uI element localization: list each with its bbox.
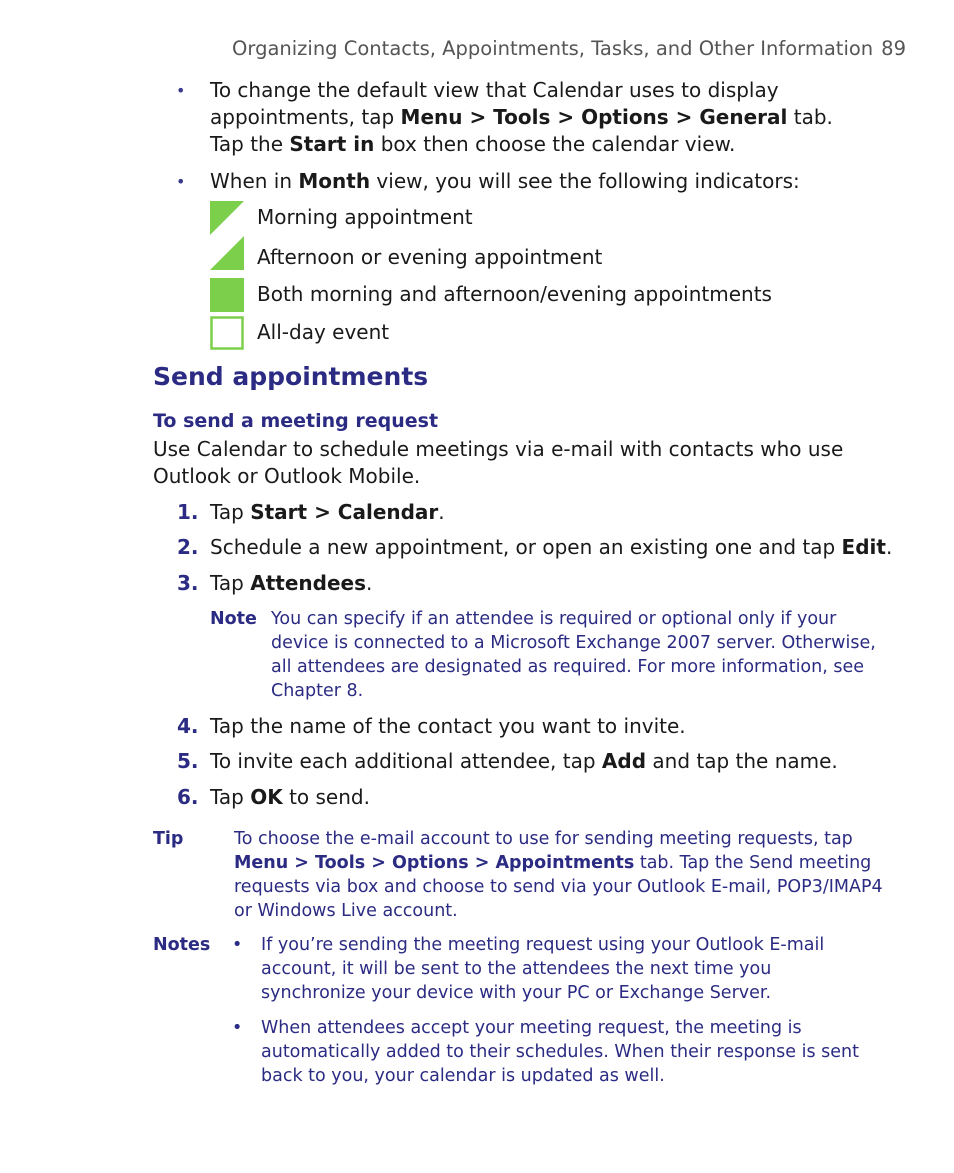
step-text: Schedule a new appointment, or open an existing one and tap Edit.	[210, 535, 893, 559]
step-text: Tap Attendees.	[210, 571, 373, 595]
running-header	[232, 37, 906, 60]
section-title: Send appointments	[153, 362, 429, 391]
procedure-title: To send a meeting request	[153, 410, 439, 432]
page-number: 89	[881, 37, 906, 60]
bullet-dot: •	[232, 935, 243, 955]
tip-label: Tip	[153, 829, 184, 849]
note-text: You can specify if an attendee is required or optional only if your device is connected to a Microsoft Exchange 2007 server. Otherwise, all attendees are designated as required. For more information, see Chapter 8.	[271, 609, 876, 701]
bullet-text: To change the default view that Calendar uses to display appointments, tap Menu > Tools > Options > General tab. Tap the Start in box then choose the calendar view.	[210, 78, 833, 156]
tip-text: To choose the e-mail account to use for sending meeting requests, tap Menu > Tools > Options > Appointments tab. Tap the Send meeting requests via box and choose to send via your Outlook E-mail, POP3/IMAP4 or Windows Live account.	[234, 829, 883, 921]
bullet-dot: •	[232, 1018, 243, 1038]
step-number: 5.	[177, 749, 199, 773]
notes-item-text: When attendees accept your meeting request, the meeting is automatically added to their schedules. When their response is sent back to you, your calendar is updated as well.	[261, 1018, 859, 1086]
step-text: Tap the name of the contact you want to invite.	[210, 714, 686, 738]
step-text: Tap Start > Calendar.	[210, 500, 445, 524]
section-intro: Use Calendar to schedule meetings via e-mail with contacts who use Outlook or Outlook Mobile.	[153, 437, 844, 488]
bullet-dot: •	[176, 172, 186, 191]
afternoon-indicator-icon	[210, 236, 244, 270]
step-number: 6.	[177, 785, 199, 809]
morning-indicator-icon	[210, 201, 244, 235]
step-number: 2.	[177, 535, 199, 559]
both-indicator-icon	[210, 278, 244, 312]
bullet-text: When in Month view, you will see the following indicators:	[210, 169, 800, 193]
step-number: 4.	[177, 714, 199, 738]
note-label: Note	[210, 609, 257, 629]
header-title: Organizing Contacts, Appointments, Tasks, and Other Information	[232, 37, 874, 60]
indicator-label: Both morning and afternoon/evening appointments	[257, 282, 772, 306]
indicator-label: Morning appointment	[257, 205, 473, 229]
indicator-label: All-day event	[257, 320, 390, 344]
step-text: Tap OK to send.	[210, 785, 370, 809]
indicator-label: Afternoon or evening appointment	[257, 245, 603, 269]
bullet-dot: •	[176, 81, 186, 100]
notes-item-text: If you’re sending the meeting request using your Outlook E-mail account, it will be sent to the attendees the next time you synchronize your device with your PC or Exchange Server.	[261, 935, 825, 1003]
step-number: 1.	[177, 500, 199, 524]
step-text: To invite each additional attendee, tap Add and tap the name.	[210, 749, 838, 773]
all-day-indicator-icon	[210, 316, 244, 350]
notes-label: Notes	[153, 935, 211, 955]
step-number: 3.	[177, 571, 199, 595]
